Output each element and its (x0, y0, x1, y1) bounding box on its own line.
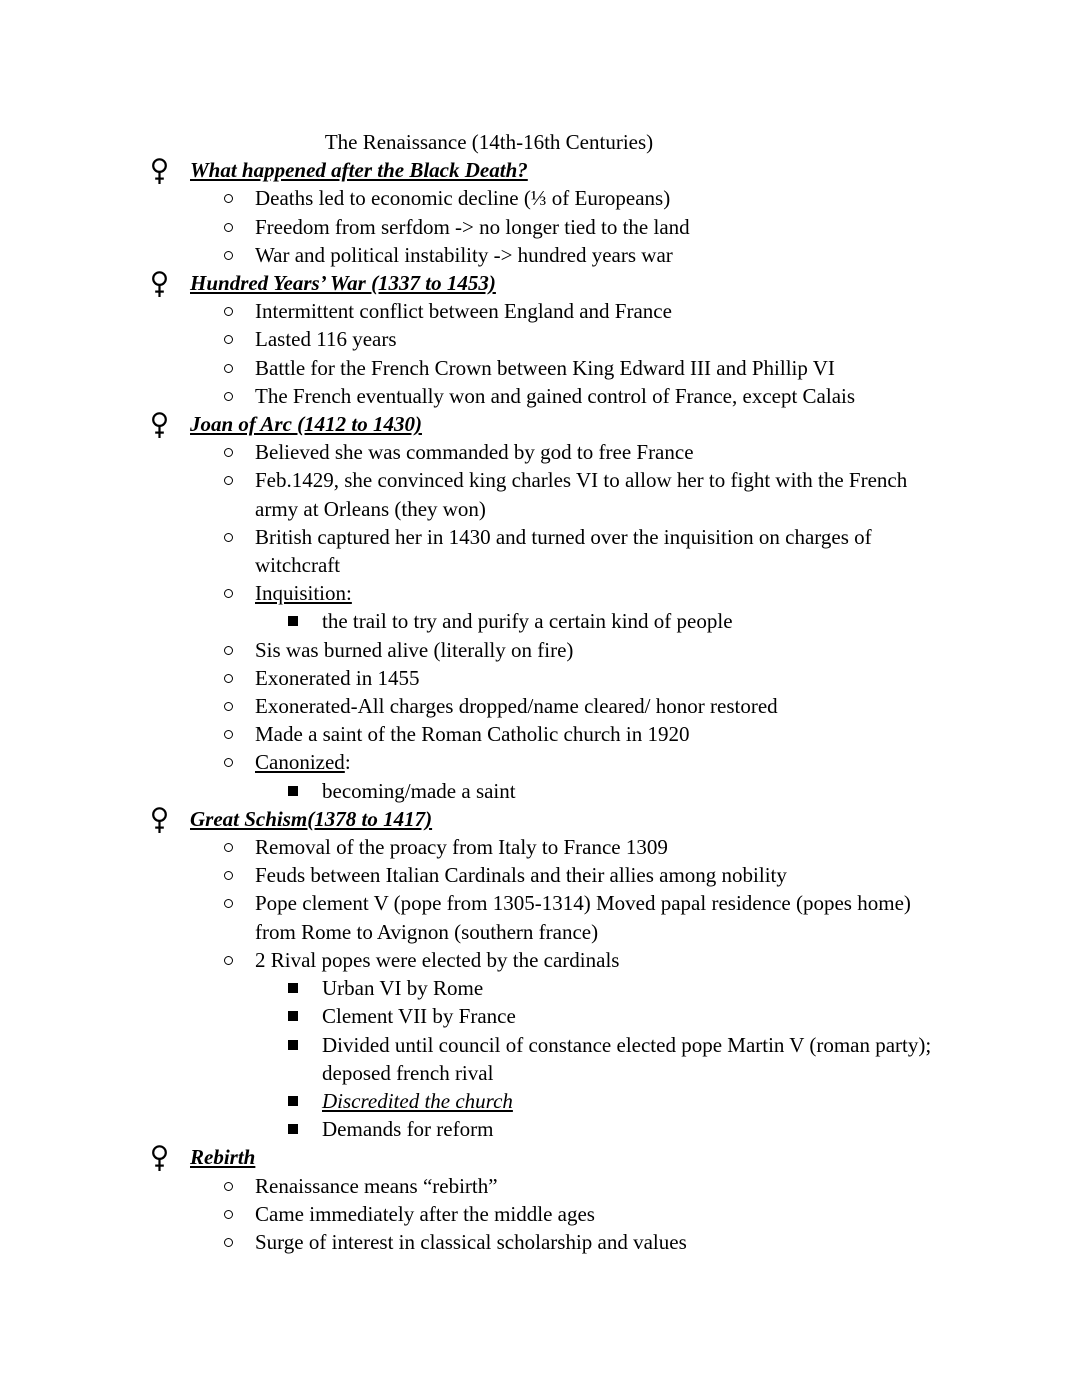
list-item-text: the trail to try and purify a certain kind of people (322, 609, 733, 634)
circle-bullet-icon (224, 674, 233, 683)
list-item-text: Freedom from serfdom -> no longer tied to the land (255, 214, 690, 239)
list-item (127, 579, 947, 607)
female-sign-bullet-icon (151, 807, 168, 834)
circle-bullet-icon (224, 1238, 233, 1247)
list-item-text: Canonized (255, 750, 345, 775)
list-item-text: Believed she was commanded by god to free France (255, 440, 694, 465)
section-heading-text: Joan of Arc (1412 to 1430) (190, 412, 422, 437)
circle-bullet-icon (224, 843, 233, 852)
circle-bullet-icon (224, 1182, 233, 1191)
list-item-text: Exonerated-All charges dropped/name cleared/ honor restored (255, 694, 778, 719)
list-item-text: British captured her in 1430 and turned over the inquisition on charges of witchcraft (255, 524, 872, 578)
circle-bullet-icon (224, 533, 233, 542)
list-item (127, 1002, 947, 1030)
list-item (127, 241, 947, 269)
document-title: The Renaissance (14th-16th Centuries) (324, 130, 654, 154)
list-item-text: Surge of interest in classical scholarship and values (255, 1229, 687, 1254)
female-sign-bullet-icon (151, 1145, 168, 1172)
list-item (127, 748, 947, 776)
list-item (127, 889, 947, 945)
list-item-text: Deaths led to economic decline (⅓ of Europeans) (255, 186, 671, 211)
document-body (127, 156, 947, 1256)
circle-bullet-icon (224, 956, 233, 965)
list-item-text: Feb.1429, she convinced king charles VI to allow her to fight with the French army at Orleans (they won) (255, 468, 908, 521)
document-content (127, 128, 947, 1256)
list-item-text: Clement VII by France (322, 1004, 516, 1029)
list-item (127, 861, 947, 889)
list-item-text: Removal of the proacy from Italy to France 1309 (255, 835, 668, 860)
section-heading (127, 1143, 947, 1171)
list-item (127, 213, 947, 241)
list-item-text: War and political instability -> hundred years war (255, 242, 673, 267)
section-heading (127, 156, 947, 184)
circle-bullet-icon (224, 1210, 233, 1219)
section-heading (127, 805, 947, 833)
list-item-text: Lasted 116 years (255, 327, 397, 352)
list-item (127, 325, 947, 353)
circle-bullet-icon (224, 702, 233, 711)
list-item (127, 636, 947, 664)
list-item (127, 1228, 947, 1256)
circle-bullet-icon (224, 364, 233, 373)
circle-bullet-icon (224, 448, 233, 457)
circle-bullet-icon (224, 871, 233, 880)
list-item-text: Discredited the church (322, 1088, 513, 1113)
list-item (127, 466, 947, 522)
list-item (127, 297, 947, 325)
list-item (127, 720, 947, 748)
circle-bullet-icon (224, 899, 233, 908)
square-bullet-icon (288, 1096, 298, 1106)
circle-bullet-icon (224, 476, 233, 485)
section-heading (127, 410, 947, 438)
list-item-text: Renaissance means “rebirth” (255, 1173, 498, 1198)
section-heading (127, 269, 947, 297)
list-item (127, 692, 947, 720)
list-item-suffix: : (344, 750, 351, 775)
list-item-text: becoming/made a saint (322, 778, 516, 803)
square-bullet-icon (288, 1124, 298, 1134)
list-item-text: Feuds between Italian Cardinals and their allies among nobility (255, 863, 787, 888)
list-item-text: Sis was burned alive (literally on fire) (255, 637, 574, 662)
list-item (127, 946, 947, 974)
list-item-text: Battle for the French Crown between King Edward III and Phillip VI (255, 355, 835, 380)
list-item (127, 1172, 947, 1200)
female-sign-bullet-icon (151, 271, 168, 298)
list-item-text: Exonerated in 1455 (255, 665, 420, 690)
circle-bullet-icon (224, 589, 233, 598)
list-item-text: Demands for reform (322, 1117, 494, 1142)
female-sign-bullet-icon (151, 158, 168, 185)
list-item (127, 833, 947, 861)
list-item-text: Urban VI by Rome (322, 976, 484, 1001)
list-item (127, 184, 947, 212)
circle-bullet-icon (224, 307, 233, 316)
square-bullet-icon (288, 1011, 298, 1021)
circle-bullet-icon (224, 335, 233, 344)
list-item-text: Divided until council of constance elected pope Martin V (roman party); deposed french rival (322, 1032, 932, 1085)
list-item (127, 974, 947, 1002)
circle-bullet-icon (224, 223, 233, 232)
female-sign-bullet-icon (151, 412, 168, 439)
section-heading-text: Hundred Years’ War (1337 to 1453) (190, 271, 496, 296)
list-item (127, 1031, 947, 1087)
circle-bullet-icon (224, 194, 233, 203)
list-item-text: The French eventually won and gained control of France, except Calais (255, 383, 856, 408)
list-item (127, 1115, 947, 1143)
circle-bullet-icon (224, 730, 233, 739)
square-bullet-icon (288, 616, 298, 626)
list-item (127, 354, 947, 382)
square-bullet-icon (288, 983, 298, 993)
list-item-text: Made a saint of the Roman Catholic church in 1920 (255, 722, 690, 747)
list-item-text: 2 Rival popes were elected by the cardinals (255, 947, 620, 972)
list-item (127, 607, 947, 635)
list-item (127, 1087, 947, 1115)
list-item-text: Inquisition: (255, 581, 352, 606)
list-item (127, 664, 947, 692)
list-item (127, 523, 947, 579)
list-item (127, 777, 947, 805)
section-heading-text: What happened after the Black Death? (190, 158, 528, 183)
list-item-text: Pope clement V (pope from 1305-1314) Moved papal residence (popes home) from Rome to Avignon (southern france) (255, 891, 911, 944)
circle-bullet-icon (224, 646, 233, 655)
circle-bullet-icon (224, 392, 233, 401)
square-bullet-icon (288, 786, 298, 796)
list-item-text: Intermittent conflict between England and France (255, 299, 672, 324)
section-heading-text: Great Schism(1378 to 1417) (190, 806, 433, 831)
section-heading-text: Rebirth (190, 1145, 256, 1170)
list-item (127, 438, 947, 466)
list-item (127, 382, 947, 410)
list-item (127, 1200, 947, 1228)
circle-bullet-icon (224, 251, 233, 260)
square-bullet-icon (288, 1040, 298, 1050)
list-item-text: Came immediately after the middle ages (255, 1201, 595, 1226)
circle-bullet-icon (224, 758, 233, 767)
